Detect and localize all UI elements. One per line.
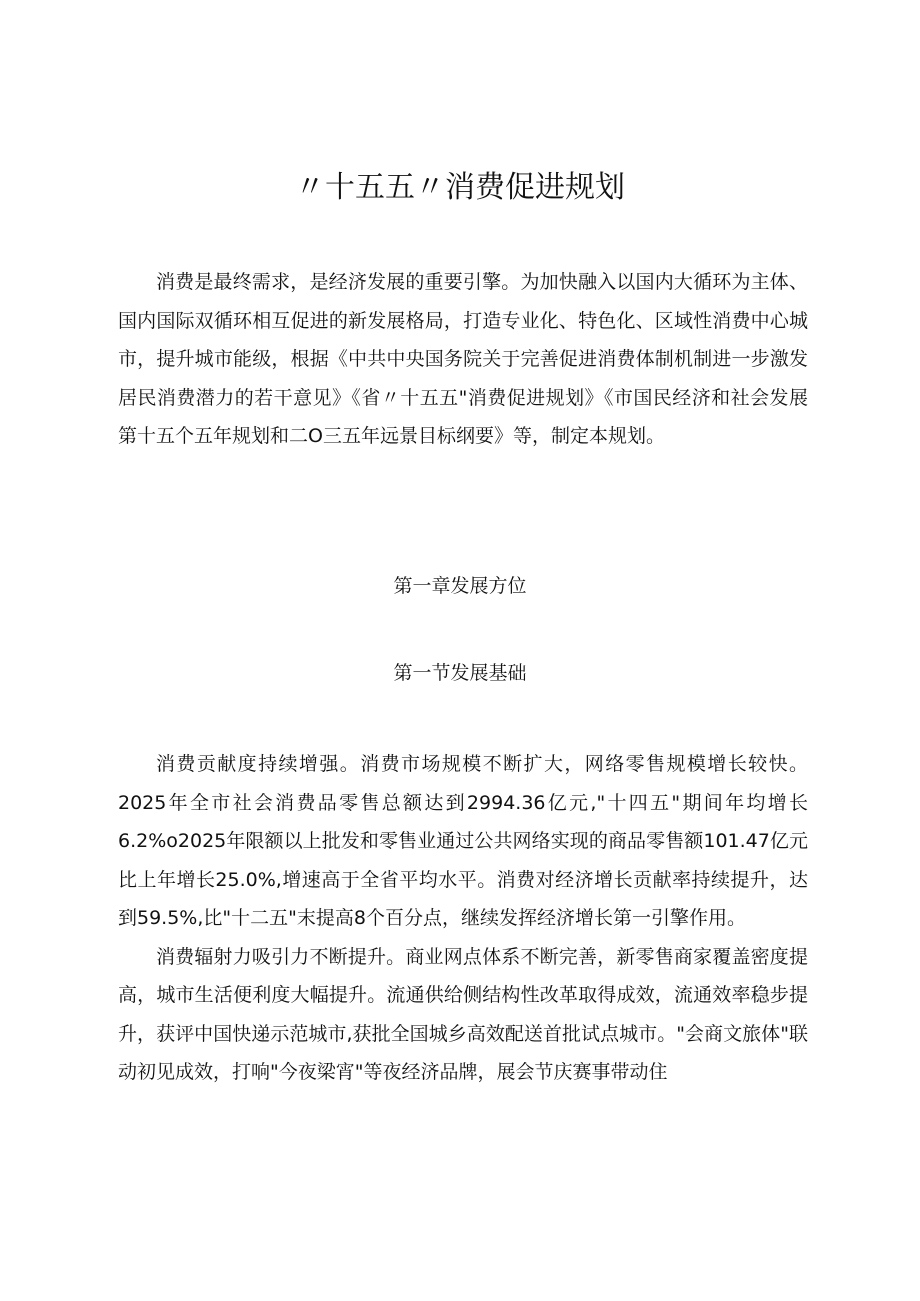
body-paragraph: 消费贡献度持续增强。消费市场规模不断扩大，网络零售规模增长较快。2025年全市社会消费品零售总额达到2994.36亿元,"十四五"期间年均增长6.2%o2025年限额以上批发和零售业通过公共网络实现的商品零售额101.47亿元比上年增长25.0%,增速高于全省平均水平。消费对经济增长贡献率持续提升，达到59.5%,比"十二五"末提高8个百分点，继续发挥经济增长第一引擎作用。 (118, 753, 808, 929)
document-title: 〃十五五〃消费促进规划 (295, 170, 625, 205)
body-paragraph: 消费辐射力吸引力不断提升。商业网点体系不断完善，新零售商家覆盖密度提高，城市生活便利度大幅提升。流通供给侧结构性改革取得成效，流通效率稳步提升，获评中国快递示范城市,获批全国城乡高效配送首批试点城市。"会商文旅体"联动初见成效，打响"今夜梁宵"等夜经济品牌，展会节庆赛事带动住 (118, 945, 808, 1083)
chapter-heading: 第一章发展方位 (393, 575, 527, 597)
intro-paragraph-container (118, 263, 808, 456)
body-paragraphs (118, 745, 808, 1092)
intro-paragraph: 消费是最终需求，是经济发展的重要引擎。为加快融入以国内大循环为主体、国内国际双循环相互促进的新发展格局，打造专业化、特色化、区域性消费中心城市，提升城市能级，根据《中共中央国务院关于完善促进消费体制机制进一步激发居民消费潜力的若干意见》《省〃十五五"消费促进规划》《市国民经济和社会发展第十五个五年规划和二O三五年远景目标纲要》等，制定本规划。 (118, 271, 808, 447)
section-heading: 第一节发展基础 (393, 662, 527, 684)
